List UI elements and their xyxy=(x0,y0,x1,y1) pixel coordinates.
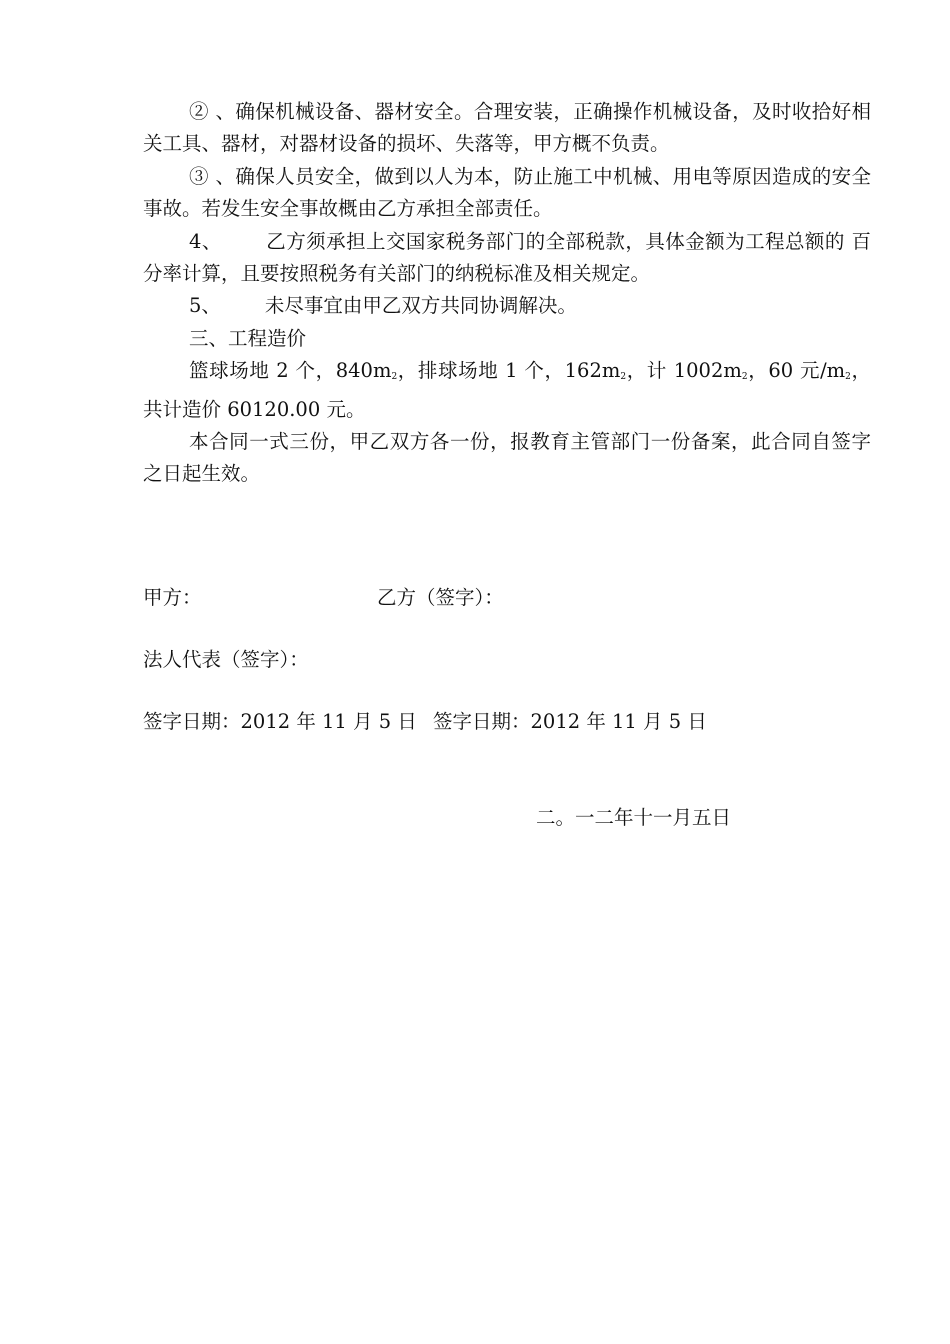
section-heading-cost xyxy=(143,323,871,355)
clause-taxes xyxy=(143,226,871,291)
cost-text-part: ，60 元/m xyxy=(747,359,846,383)
clause-personnel-safety-text: ③ 、确保人员安全，做到以人为本，防止施工中机械、用电等原因造成的安全事故。若发生安全事故概由乙方承担全部责任。 xyxy=(143,164,871,221)
clause-number: 5、 xyxy=(189,294,221,318)
clause-unresolved-matters xyxy=(143,290,871,322)
clause-unresolved-text: 未尽事宜由甲乙双方共同协调解决。 xyxy=(264,294,577,318)
cost-text-part: ，共计造价 60120.00 元。 xyxy=(143,359,871,421)
unit-superscript: 2 xyxy=(391,372,398,383)
legal-representative-label: 法人代表（签字）： xyxy=(143,648,309,671)
cost-text-part: ，计 1002m xyxy=(626,359,742,383)
clause-personnel-safety xyxy=(143,161,871,226)
closing-text: 本合同一式三份，甲乙双方各一份，报教育主管部门一份备案，此合同自签字之日起生效。 xyxy=(143,430,871,486)
cost-text-part: 篮球场地 2 个，840m xyxy=(189,359,392,383)
section-heading-text: 三、工程造价 xyxy=(189,326,307,350)
document-date: 二。一二年十一月五日 xyxy=(536,806,732,829)
party-b-label: 乙方（签字）： xyxy=(377,586,504,609)
unit-superscript: 2 xyxy=(845,372,851,383)
sign-date-party-b: 签字日期：2012 年 11 月 5 日 xyxy=(433,710,707,733)
clause-taxes-text: 乙方须承担上交国家税务部门的全部税款，具体金额为工程总额的 百分率计算，且要按照税务有关部门的纳税标准及相关规定。 xyxy=(143,229,871,286)
party-a-label: 甲方： xyxy=(143,586,202,609)
cost-text-part: ，排球场地 1 个，162m xyxy=(397,359,621,383)
contract-body xyxy=(143,96,871,491)
sign-date-party-a: 签字日期：2012 年 11 月 5 日 xyxy=(143,710,417,733)
clause-equipment-safety-text: ② 、确保机械设备、器材安全。合理安装，正确操作机械设备，及时收拾好相关工具、器材，对器材设备的损坏、失落等，甲方概不负责。 xyxy=(143,100,871,156)
unit-superscript: 2 xyxy=(741,372,748,383)
closing-paragraph xyxy=(143,426,871,491)
clause-equipment-safety xyxy=(143,96,871,161)
clause-number: 4、 xyxy=(189,229,222,253)
cost-paragraph xyxy=(143,355,871,426)
unit-superscript: 2 xyxy=(620,372,627,383)
